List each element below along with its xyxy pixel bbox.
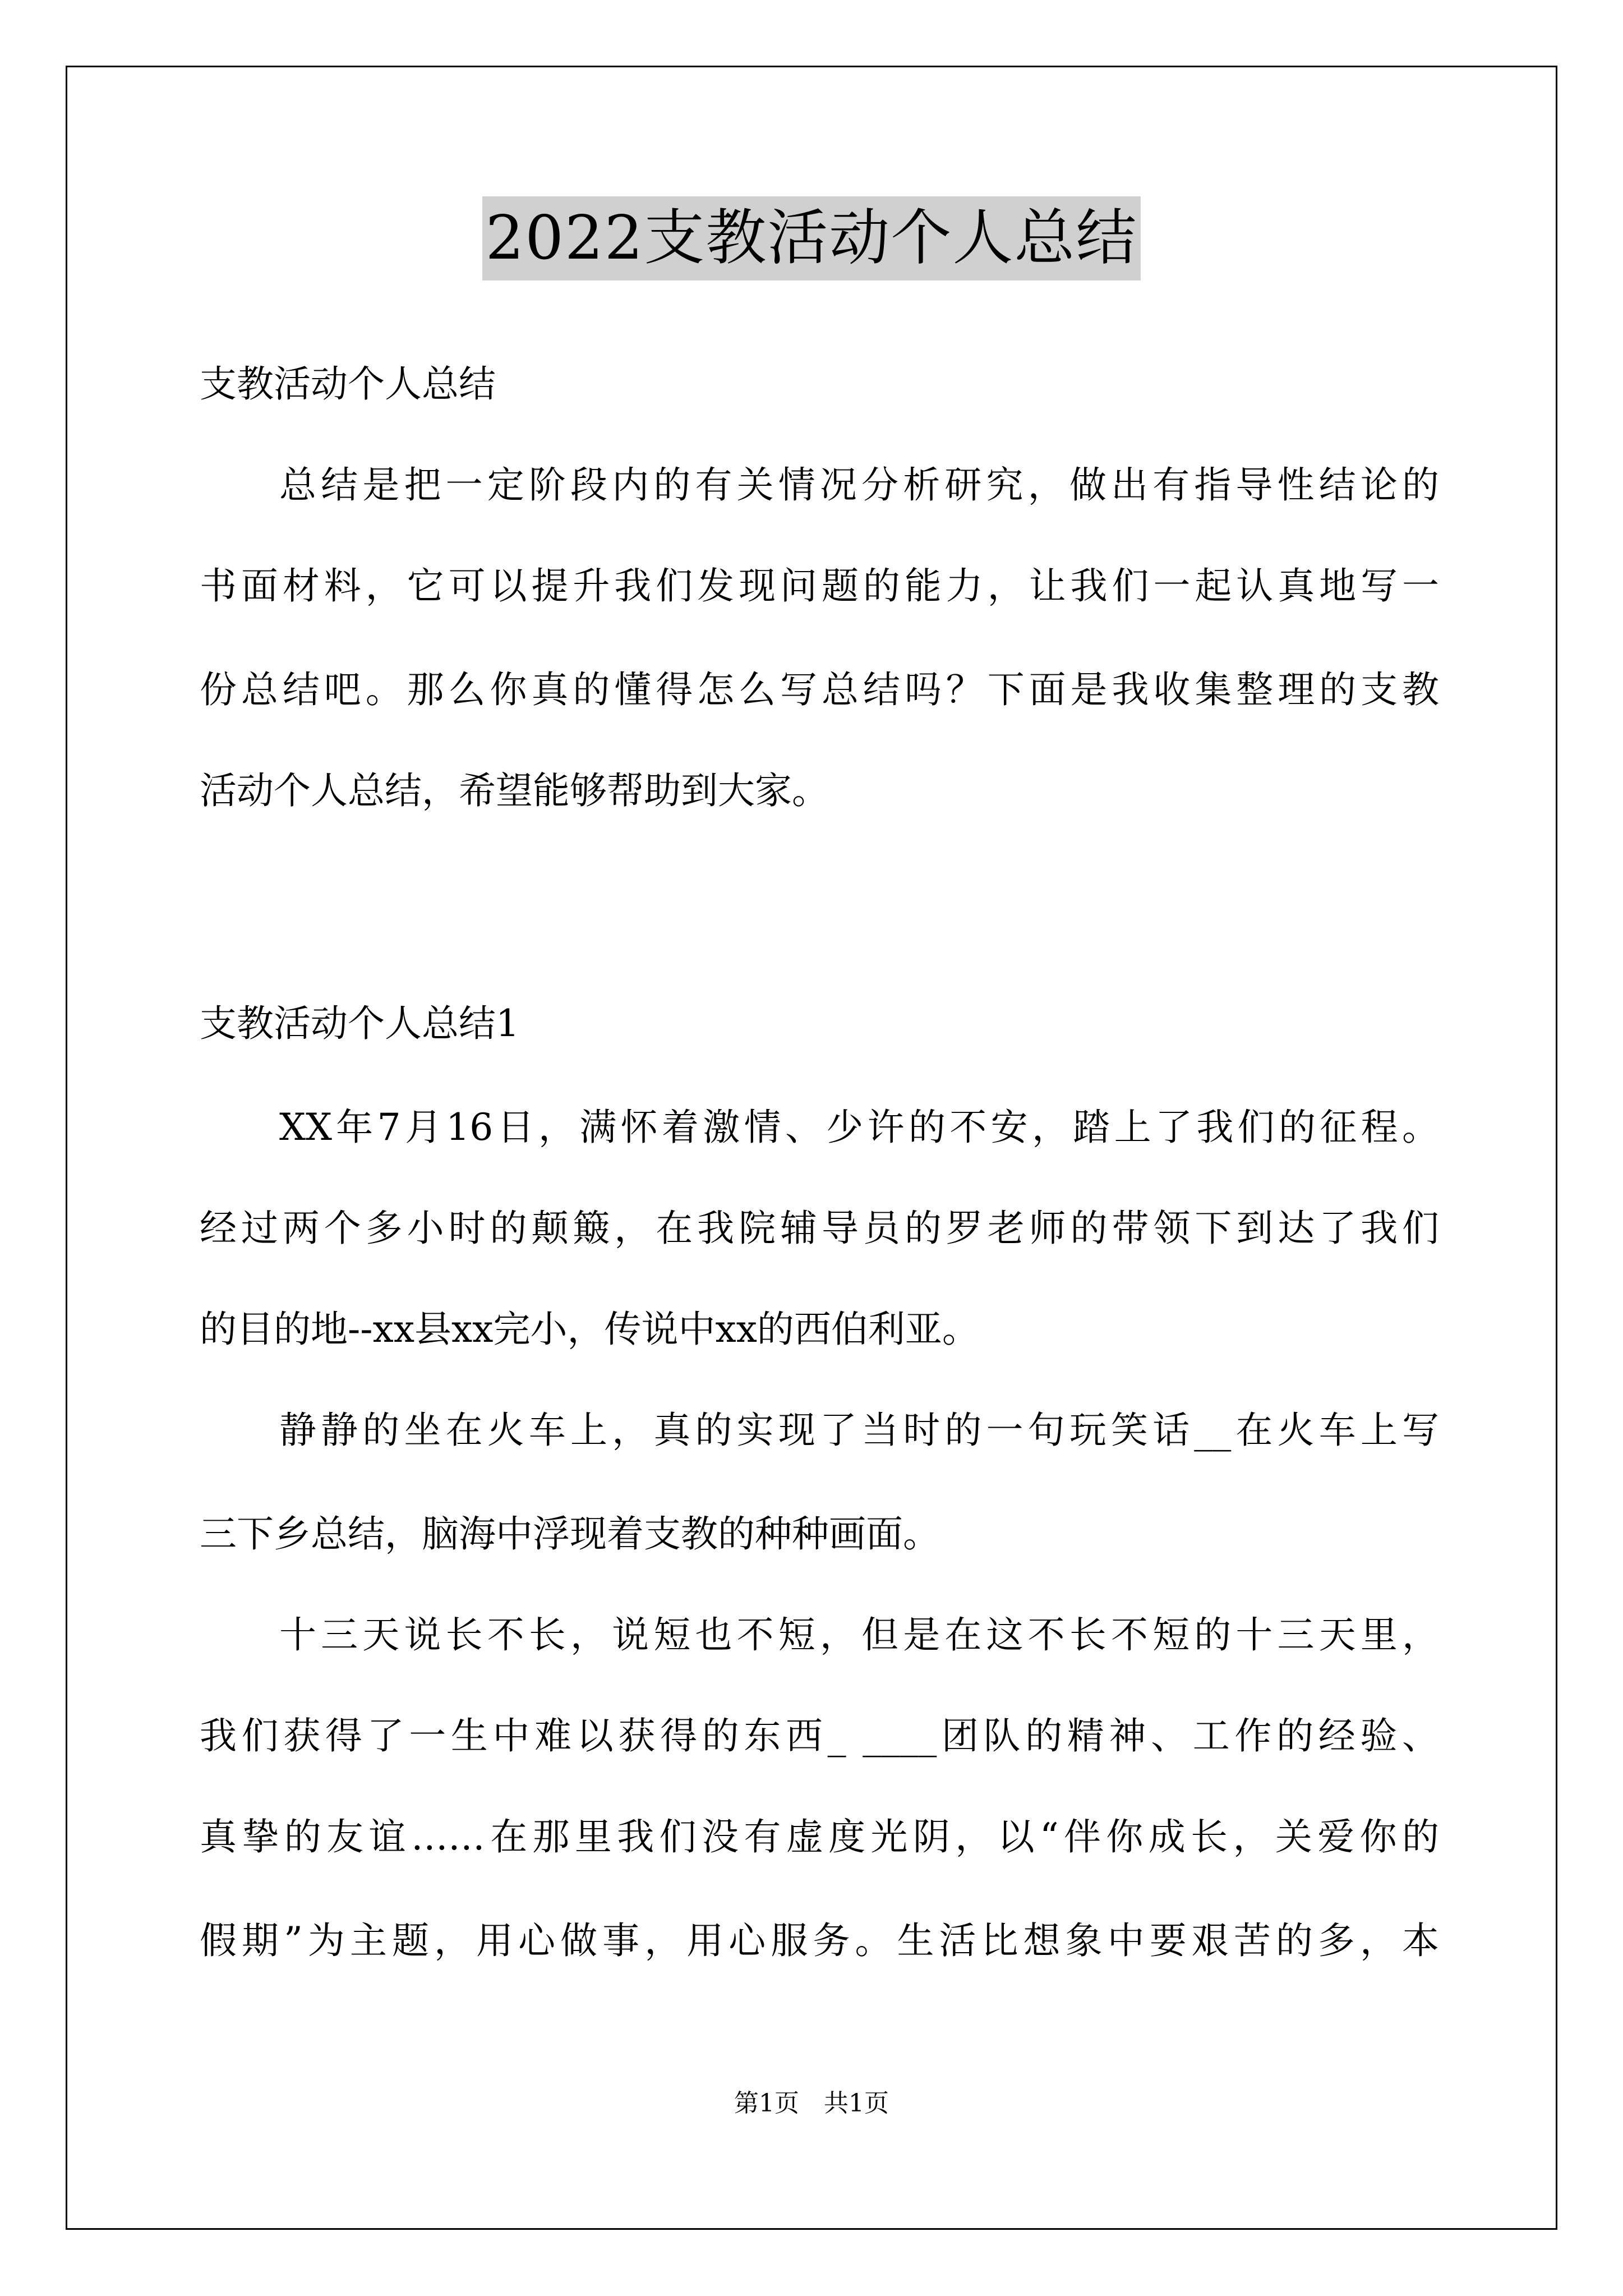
text-line: 份总结吧。那么你真的懂得怎么写总结吗？下面是我收集整理的支教 [200,668,1439,711]
document-title: 2022支教活动个人总结 [482,196,1141,280]
text-line: XX年7月16日，满怀着激情、少许的不安，踏上了我们的征程。 [279,1106,1439,1149]
text-line: 静静的坐在火车上，真的实现了当时的一句玩笑话__在火车上写 [279,1409,1439,1452]
text-line: 支教活动个人总结1 [200,1002,519,1045]
text-line: 真挚的友谊……在那里我们没有虚度光阴，以“伴你成长，关爱你的 [200,1815,1439,1858]
text-line: 总结是把一定阶段内的有关情况分析研究，做出有指导性结论的 [279,463,1439,507]
text-line: 的目的地--xx县xx完小，传说中xx的西伯利亚。 [200,1308,979,1351]
text-line: 假期”为主题，用心做事，用心服务。生活比想象中要艰苦的多，本 [200,1919,1439,1962]
text-line: 书面材料，它可以提升我们发现问题的能力，让我们一起认真地写一 [200,564,1439,608]
text-line: 经过两个多小时的颠簸，在我院辅导员的罗老师的带领下到达了我们 [200,1207,1439,1250]
text-line: 我们获得了一生中难以获得的东西_ ____团队的精神、工作的经验、 [200,1714,1439,1757]
title-block [0,196,1623,280]
text-line: 十三天说长不长，说短也不短，但是在这不长不短的十三天里， [279,1613,1439,1657]
text-line: 三下乡总结，脑海中浮现着支教的种种画面。 [200,1512,940,1556]
text-line: 活动个人总结，希望能够帮助到大家。 [200,769,829,812]
page-footer: 第1页 共1页 [734,2089,889,2118]
text-line: 支教活动个人总结 [200,362,496,406]
